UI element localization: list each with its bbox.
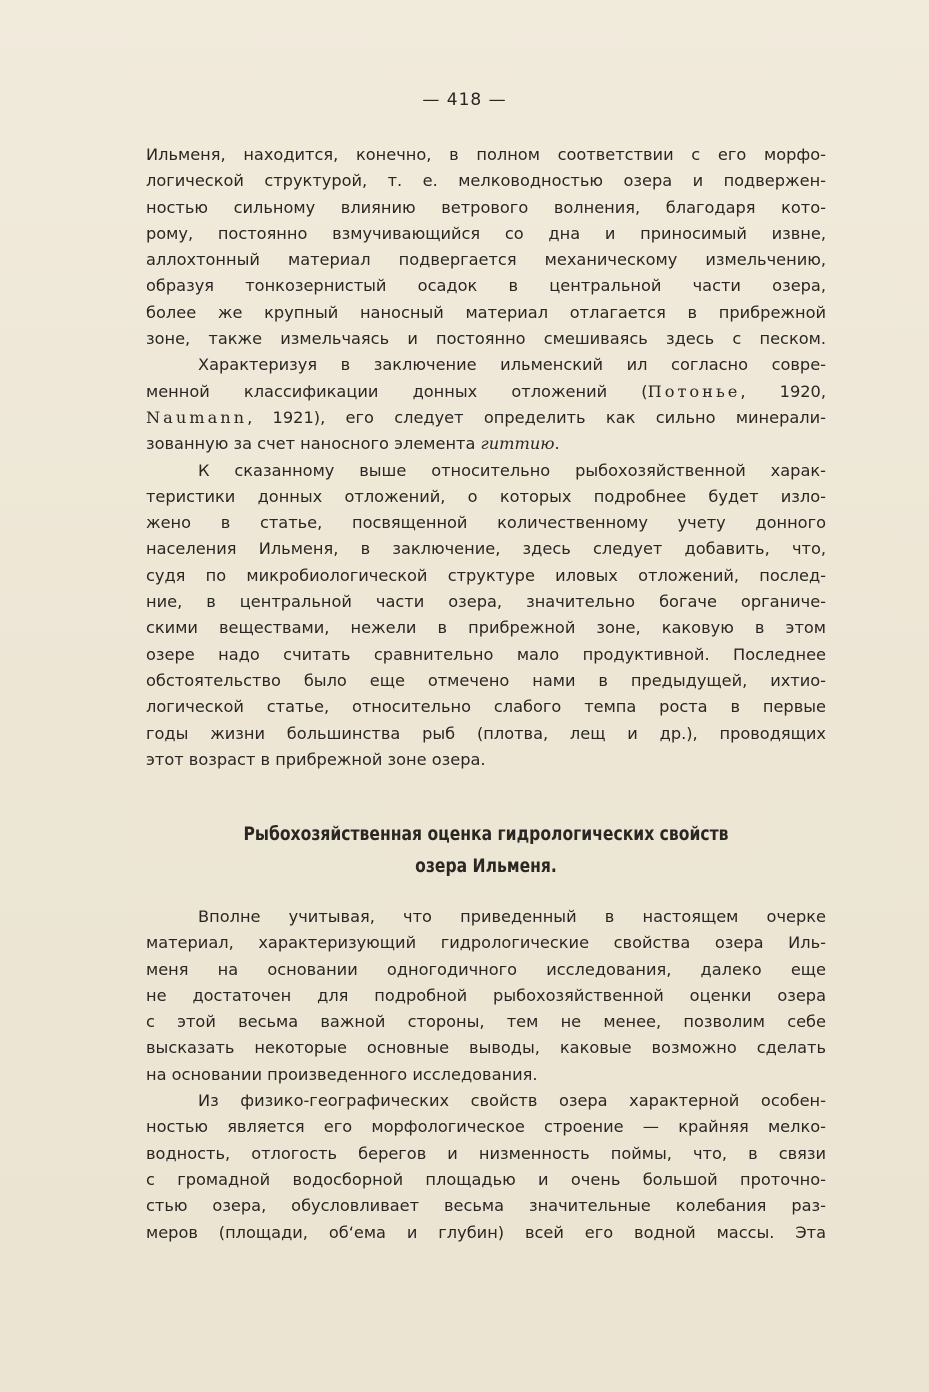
text-fragment: зованную за счет наносного элемента <box>146 434 481 454</box>
text-line: более же крупный наносный материал отлагается в прибрежной <box>146 302 826 322</box>
text-line: логической структурой, т. е. мелководностью озера и подвержен- <box>146 171 826 191</box>
text-line: Характеризуя в заключение ильменский ил согласно совре- <box>198 355 826 375</box>
heading-line: Рыбохозяйственная оценка гидрологических свойств <box>243 823 729 845</box>
text-line: водность, отлогость берегов и низменность поймы, что, в связи <box>146 1143 826 1163</box>
bottom-text <box>146 904 826 1246</box>
text-line: образуя тонкозернистый осадок в центральной части озера, <box>146 276 826 296</box>
text-line: не достаточен для подробной рыбохозяйственной оценки озера <box>146 985 826 1005</box>
text-line: высказать некоторые основные выводы, каковые возможно сделать <box>146 1038 826 1058</box>
text-line: материал, характеризующий гидрологические свойства озера Иль- <box>146 933 826 953</box>
text-line: ние, в центральной части озера, значительно богаче органиче- <box>146 592 826 612</box>
text-line: Из физико-географических свойств озера характерной особен- <box>198 1091 826 1111</box>
text-fragment: менной классификации донных отложений ( <box>146 381 648 401</box>
text-line: зоне, также измельчаясь и постоянно смешиваясь здесь с песком. <box>146 329 826 349</box>
heading-line: озера Ильменя. <box>415 855 557 877</box>
text-line: судя по микробиологической структуре иловых отложений, послед- <box>146 565 826 585</box>
text-line: рому, постоянно взмучивающийся со дна и приносимый извне, <box>146 223 826 243</box>
text-line: этот возраст в прибрежной зоне озера. <box>146 749 486 769</box>
text-line: жено в статье, посвященной количественному учету донного <box>146 513 826 533</box>
text-fragment: . <box>554 434 560 454</box>
paragraph-4 <box>146 904 826 1088</box>
text-line: стью озера, обусловливает весьма значительные колебания раз- <box>146 1196 826 1216</box>
text-line <box>146 431 826 457</box>
text-line: теристики донных отложений, о которых подробнее будет изло- <box>146 486 826 506</box>
top-text <box>146 142 826 773</box>
text-line: населения Ильменя, в заключение, здесь следует добавить, что, <box>146 539 826 559</box>
text-line <box>146 379 826 405</box>
text-line: с этой весьма важной стороны, тем не менее, позволим себе <box>146 1012 826 1032</box>
paragraph-5 <box>146 1088 826 1246</box>
author-name: Потонье <box>647 381 741 401</box>
text-line: обстоятельство было еще отмечено нами в предыдущей, ихтио- <box>146 670 826 690</box>
text-line: озере надо считать сравнительно мало продуктивной. Последнее <box>146 644 826 664</box>
text-line: на основании произведенного исследования. <box>146 1064 538 1084</box>
text-line: логической статье, относительно слабого темпа роста в первые <box>146 697 826 717</box>
text-line: Вполне учитывая, что приведенный в настоящем очерке <box>198 907 826 926</box>
paragraph-3 <box>146 458 826 774</box>
italic-term: гиттию <box>480 434 555 454</box>
paragraph-1 <box>146 142 826 352</box>
text-line: скими веществами, нежели в прибрежной зоне, каковую в этом <box>146 618 826 638</box>
paragraph-2 <box>146 352 826 457</box>
text-line <box>146 405 826 431</box>
text-line: Ильменя, находится, конечно, в полном соответствии с его морфо- <box>146 145 826 164</box>
section-heading <box>207 818 765 882</box>
author-name: Naumann <box>146 407 248 427</box>
text-line: К сказанному выше относительно рыбохозяйственной харак- <box>198 460 826 480</box>
text-line: аллохтонный материал подвергается механическому измельчению, <box>146 250 826 270</box>
text-fragment: , 1920, <box>740 381 826 401</box>
text-line: меров (площади, об‘ема и глубин) всей его водной массы. Эта <box>146 1222 826 1242</box>
text-line: ностью является его морфологическое строение — крайняя мелко- <box>146 1117 826 1137</box>
page-number: — 418 — <box>422 90 507 110</box>
text-line: годы жизни большинства рыб (плотва, лещ и др.), проводящих <box>146 723 826 743</box>
text-fragment: , 1921), его следует определить как сильно минерали- <box>247 407 826 427</box>
text-line: ностью сильному влиянию ветрового волнения, благодаря кото- <box>146 197 826 217</box>
text-line: меня на основании одногодичного исследования, далеко еще <box>146 959 826 979</box>
text-line: с громадной водосборной площадью и очень большой проточно- <box>146 1169 826 1189</box>
